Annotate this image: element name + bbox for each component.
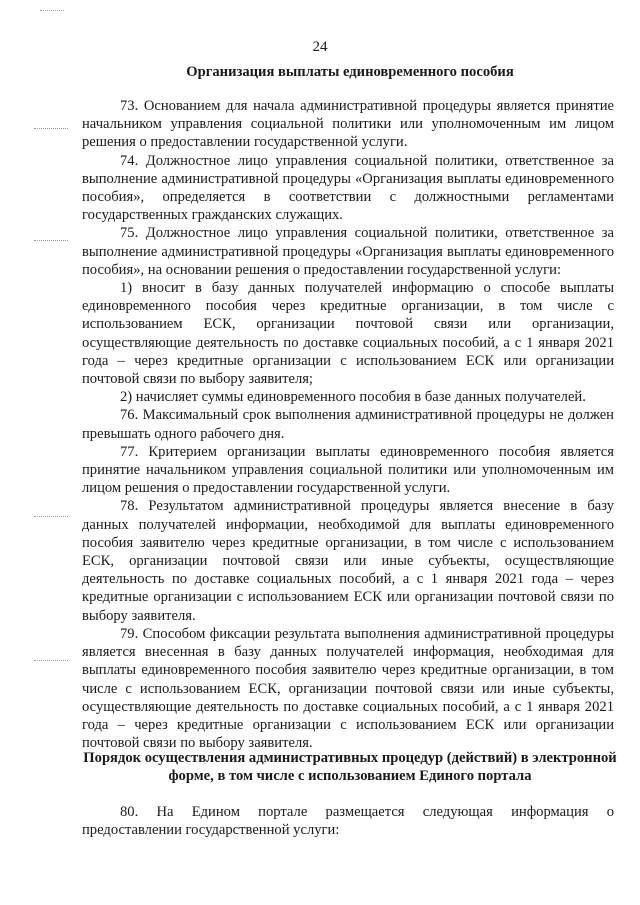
paragraph-75-item-1: 1) вносит в базу данных получателей информацию о способе выплаты единовременного пособия через кредитные организации, в том числе с использованием ЕСК, организации почтовой связи или организации, осуществляющие деятельность по доставке социальных пособий, а с 1 января 2021 года – через кредитные организации с использованием ЕСК или организации почтовой связи по выбору заявителя; (82, 280, 614, 388)
paragraph-78: 78. Результатом административной процедуры является внесение в базу данных получателей информации, необходимой для выплаты единовременного пособия заявителю через кредитные организации, в том числе с использованием ЕСК, организации почтовой связи или иные субъекты, осуществляющие деятельность по доставке социальных пособий, а с 1 января 2021 года – через кредитные организации с использованием ЕСК или организации почтовой связи по выбору заявителя. (82, 498, 614, 624)
electronic-procedures-heading (70, 749, 630, 785)
paragraph-74: 74. Должностное лицо управления социальной политики, ответственное за выполнение административной процедуры «Организация выплаты единовременного пособия», определяется в соответствии с должностными регламентами государственных гражданских служащих. (82, 152, 614, 224)
paragraph-76: 76. Максимальный срок выполнения административной процедуры не должен превышать одного рабочего дня. (82, 407, 614, 442)
document-body-continued (82, 803, 614, 839)
page-number: 24 (312, 39, 328, 55)
document-body (82, 97, 614, 752)
margin-scan-mark (40, 10, 64, 12)
paragraph-73: 73. Основанием для начала административной процедуры является принятие начальником управления социальной политики или уполномоченным им лицом решения о предоставлении государственной услуги. (82, 98, 614, 151)
paragraph-75-item-2: 2) начисляет суммы единовременного пособия в базе данных получателей. (120, 389, 586, 406)
paragraph-80: 80. На Едином портале размещается следующая информация о предоставлении государственной услуги: (82, 804, 614, 839)
margin-scan-mark (34, 516, 68, 518)
paragraph-79: 79. Способом фиксации результата выполнения административной процедуры является внесенная в базу данных получателей информация, необходимая для выплаты единовременного пособия заявителю через кредитные организации, в том числе с использованием ЕСК, организации почтовой связи или иные субъекты, осуществляющие деятельность по доставке социальных пособий, а с 1 января 2021 года – через кредитные организации с использованием ЕСК или организации почтовой связи по выбору заявителя. (82, 625, 614, 752)
paragraph-77: 77. Критерием организации выплаты единовременного пособия является принятие начальником управления социальной политики или уполномоченным им лицом решения о предоставлении государственной услуги. (82, 443, 614, 497)
section-heading: Организация выплаты единовременного пособия (186, 64, 514, 80)
paragraph-75: 75. Должностное лицо управления социальной политики, ответственное за выполнение административной процедуры «Организация выплаты единовременного пособия», на основании решения о предоставлении государственной услуги: (82, 225, 614, 278)
heading-line-1: Порядок осуществления административных процедур (действий) в электронной (83, 750, 617, 766)
margin-scan-mark (34, 128, 68, 130)
heading-line-2: форме, в том числе с использованием Единого портала (168, 768, 532, 784)
margin-scan-mark (34, 660, 68, 662)
margin-scan-mark (34, 240, 68, 242)
